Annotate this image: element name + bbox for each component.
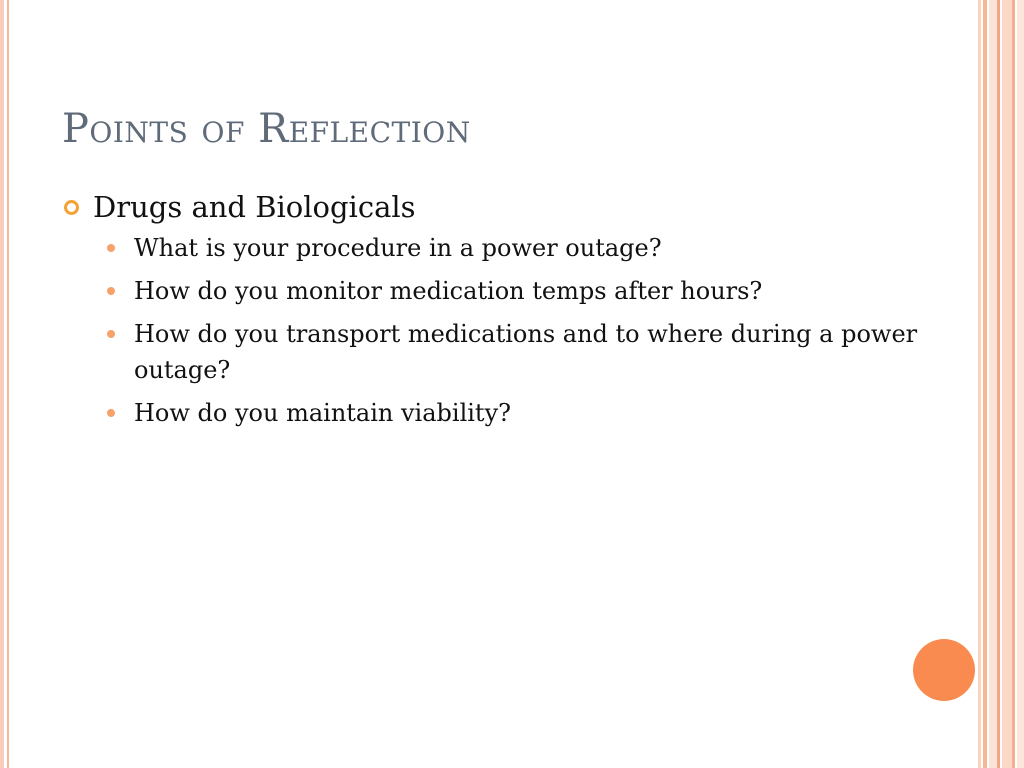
- left-edge-stripe: [0, 0, 4, 768]
- decorative-circle: [913, 639, 975, 701]
- dot-bullet-icon: [107, 287, 115, 295]
- right-decor-stripe: [978, 0, 981, 768]
- slide-title: Points of Reflection: [62, 106, 471, 152]
- right-decor-stripe: [997, 0, 1000, 768]
- right-decor-stripe: [1017, 0, 1024, 768]
- dot-bullet-icon: [107, 330, 115, 338]
- bullet-level1: [62, 186, 922, 228]
- bullet-level2: [62, 230, 922, 266]
- bullet-level2: [62, 316, 922, 388]
- bullet-text: What is your procedure in a power outage?: [134, 234, 662, 262]
- left-edge-stripe-thin: [7, 0, 9, 768]
- right-decor-stripe: [1012, 0, 1015, 768]
- right-decor-stripe: [1002, 0, 1012, 768]
- bullet-text: How do you monitor medication temps after hours?: [134, 277, 763, 305]
- slide-content: [62, 186, 922, 438]
- bullet-level2: [62, 273, 922, 309]
- right-decor-stripe: [989, 0, 997, 768]
- bullet-level2: [62, 395, 922, 431]
- dot-bullet-icon: [107, 244, 115, 252]
- dot-bullet-icon: [107, 409, 115, 417]
- bullet-text: Drugs and Biologicals: [93, 190, 416, 224]
- ring-bullet-icon: [64, 200, 79, 215]
- right-decor-stripe: [983, 0, 987, 768]
- bullet-text: How do you maintain viability?: [134, 399, 512, 427]
- bullet-text: How do you transport medications and to where during a power outage?: [134, 320, 918, 384]
